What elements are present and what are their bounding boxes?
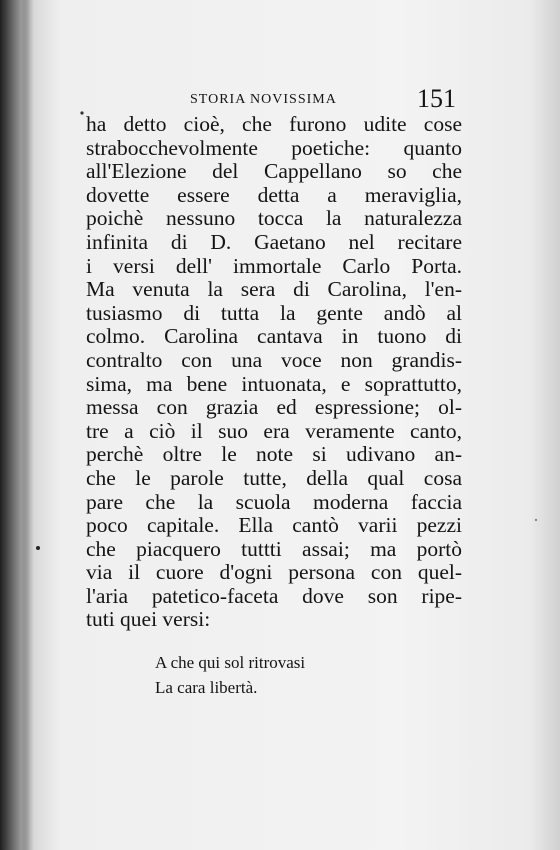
verse-line: La cara libertà. <box>155 678 258 697</box>
text-line: infinita di D. Gaetano nel recitare <box>86 229 462 254</box>
text-line: poichè nessuno tocca la naturalezza <box>86 206 462 231</box>
text-line: che piacquero tuttti assai; ma portò <box>86 536 462 561</box>
text-line: poco capitale. Ella cantò varii pezzi <box>86 513 462 538</box>
ink-speck <box>535 519 537 521</box>
text-line: ha detto cioè, che furono udite cose <box>86 112 462 136</box>
text-line: tusiasmo di tutta la gente andò al <box>86 300 462 325</box>
text-line: tuti quei versi: <box>86 607 211 632</box>
ink-speck <box>36 546 40 550</box>
text-line: dovette essere detta a meraviglia, <box>86 182 462 207</box>
page-number: 151 <box>417 84 456 113</box>
text-line: contralto con una voce non grandis- <box>86 347 462 372</box>
text-line: all'Elezione del Cappellano so che <box>86 159 462 184</box>
text-line: perchè oltre le note si udivano an- <box>86 442 462 467</box>
text-line: messa con grazia ed espressione; ol- <box>86 395 462 420</box>
text-line: via il cuore d'ogni persona con quel- <box>86 560 462 585</box>
text-line: Ma venuta la sera di Carolina, l'en- <box>86 277 462 302</box>
text-line: pare che la scuola moderna faccia <box>86 489 462 514</box>
text-line: i versi dell' immortale Carlo Porta. <box>86 253 462 278</box>
text-line: che le parole tutte, della qual cosa <box>86 465 462 490</box>
text-line: strabocchevolmente poetiche: quanto <box>86 135 462 160</box>
text-line: tre a ciò il suo era veramente canto, <box>86 418 462 443</box>
ink-speck <box>80 111 83 114</box>
running-title: STORIA NOVISSIMA <box>190 92 337 107</box>
text-line: l'aria patetico-faceta dove son ripe- <box>86 583 462 608</box>
text-line: sima, ma bene intuonata, e soprattutto, <box>86 371 462 396</box>
text-line: colmo. Carolina cantava in tuono di <box>86 324 462 349</box>
verse-line: A che qui sol ritrovasi <box>155 653 306 672</box>
